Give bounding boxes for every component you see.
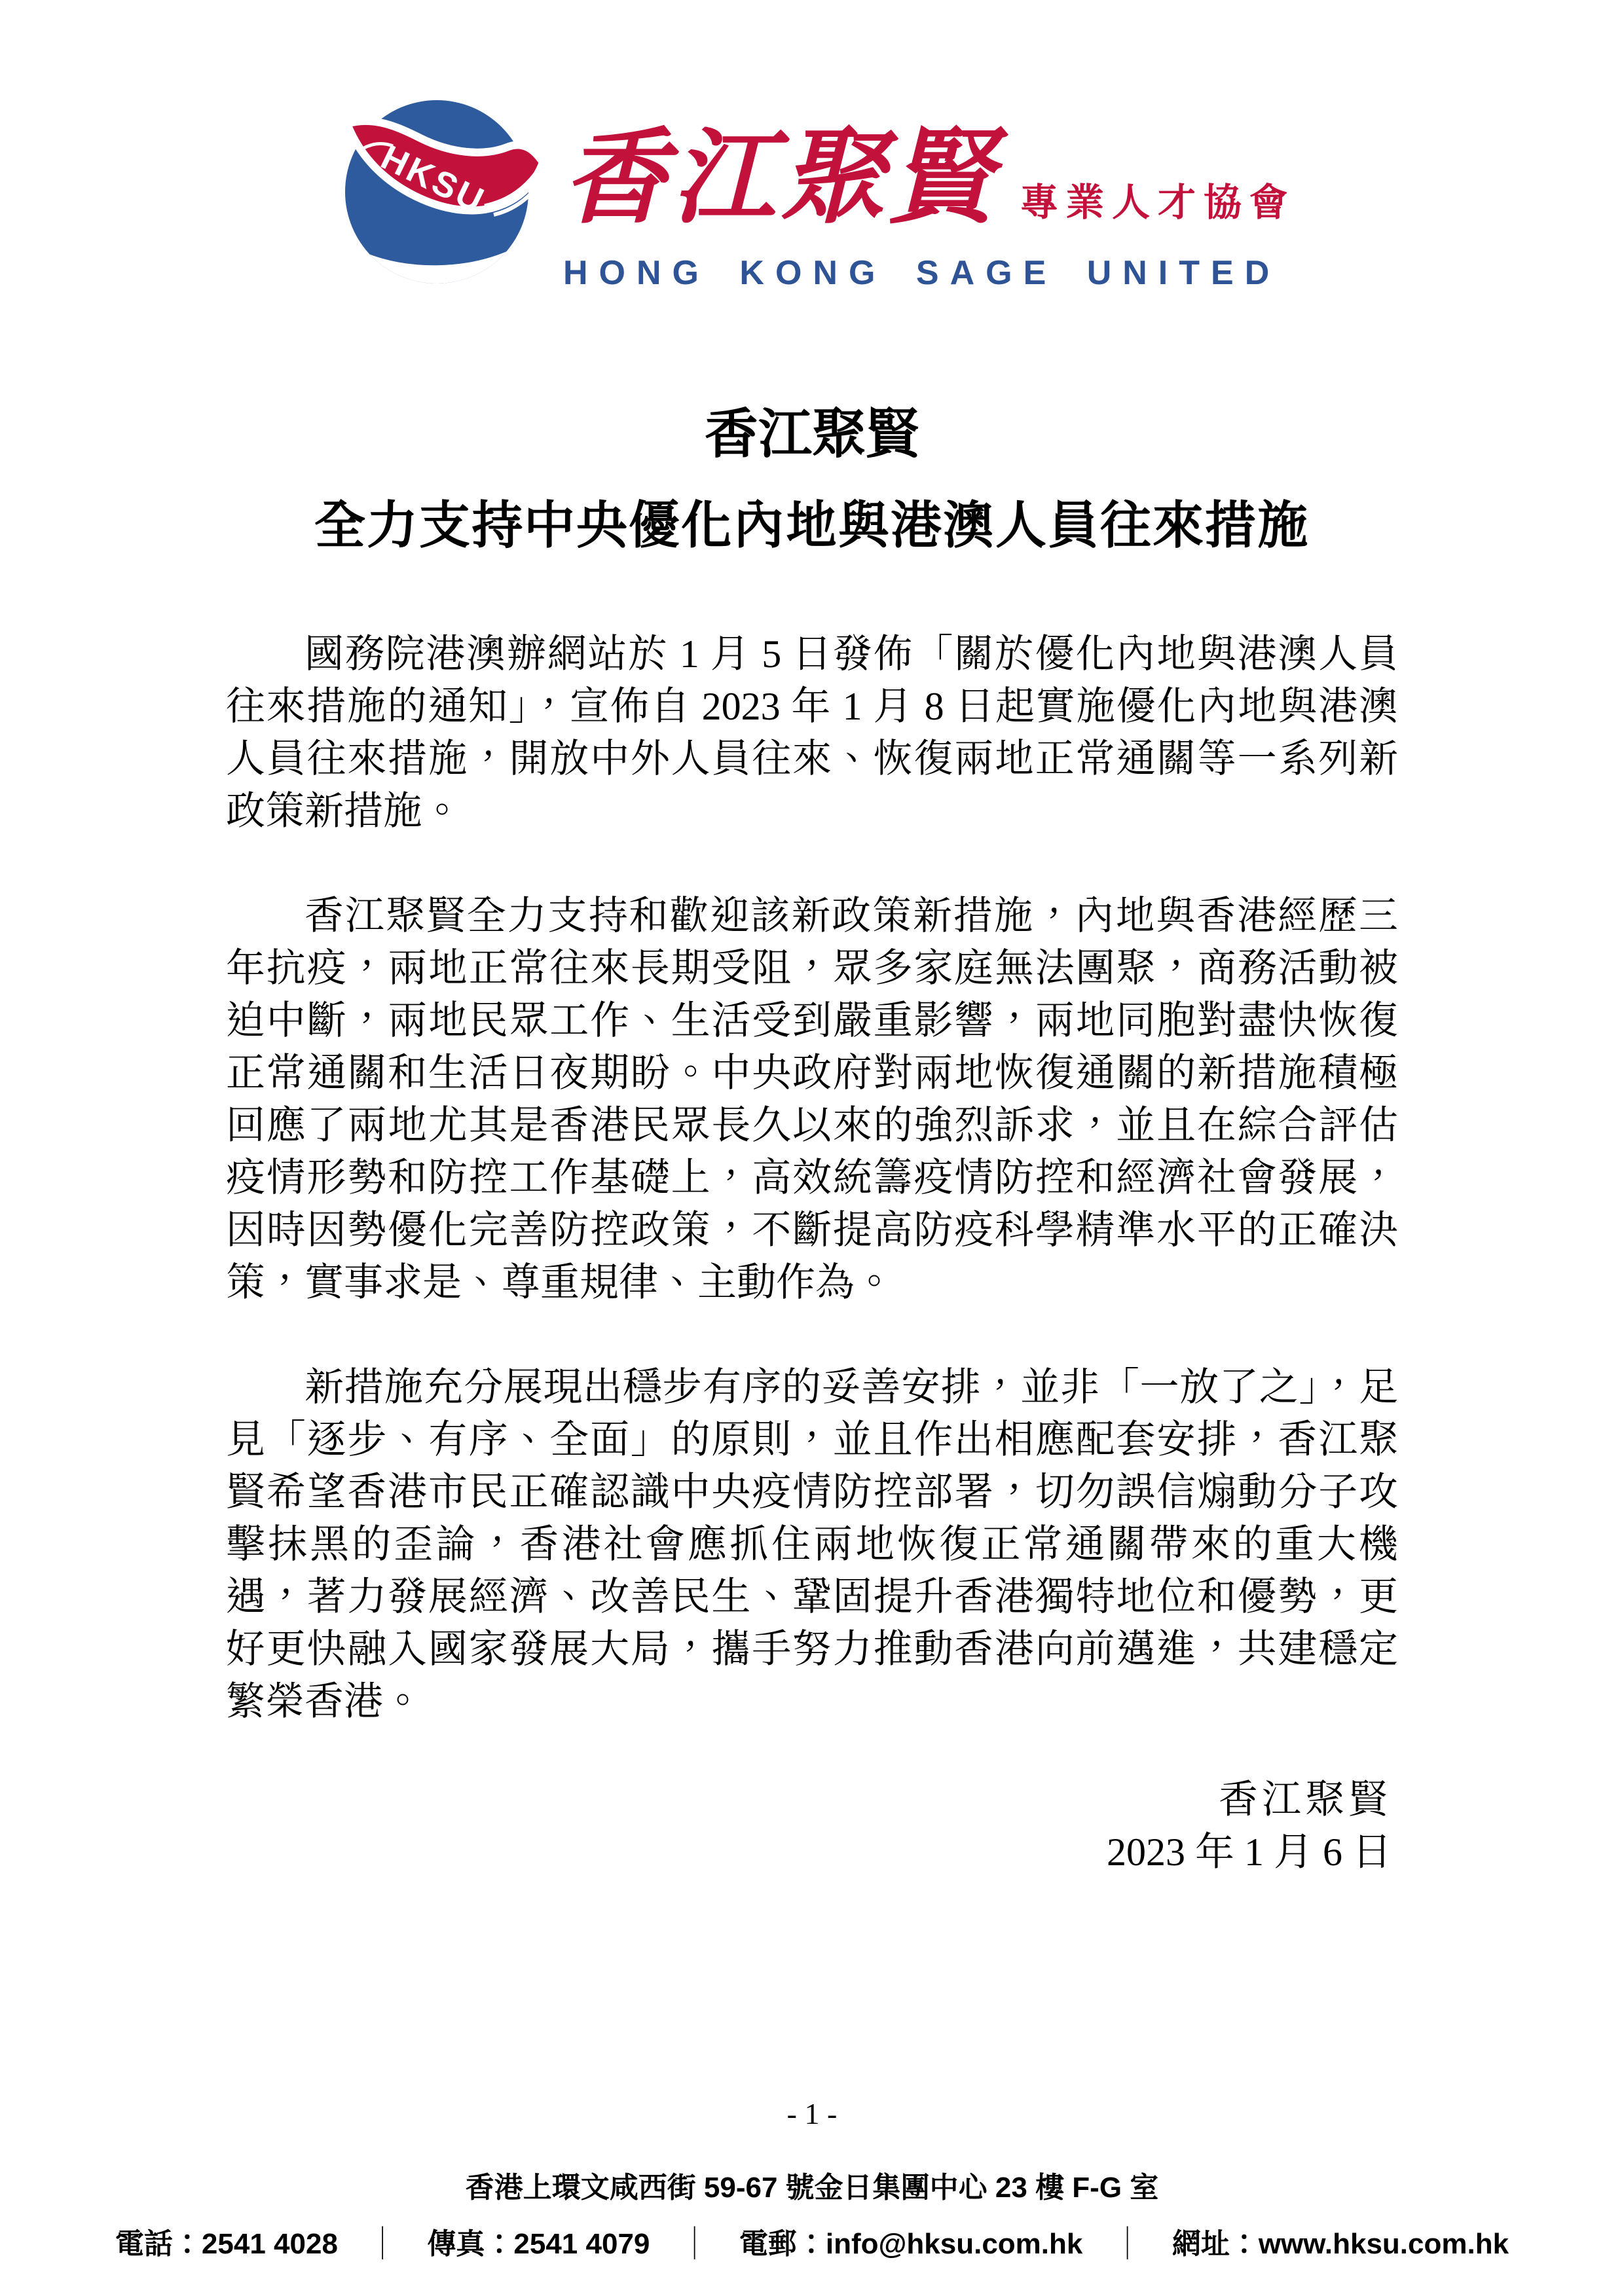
footer-contacts: [0, 2220, 1624, 2262]
logo-text-block: [563, 88, 1295, 293]
signature-date: 2023 年 1 月 6 日: [1107, 1831, 1392, 1874]
footer-phone: 電話：2541 4028: [115, 2228, 338, 2260]
logo-name-english: HONG KONG SAGE UNITED: [563, 254, 1281, 292]
document-title-statement: 全力支持中央優化內地與港澳人員往來措施: [314, 496, 1310, 554]
footer-separator: ｜: [1113, 2226, 1142, 2263]
footer-separator: ｜: [368, 2226, 397, 2263]
logo-monogram-text: HKSU: [375, 137, 492, 221]
document-title-block: [0, 405, 1624, 554]
logo-subtitle-chinese: 專業人才協會: [1020, 181, 1295, 224]
footer-email: 電郵：info@hksu.com.hk: [739, 2228, 1083, 2260]
logo-name-chinese: 香江聚賢: [563, 122, 998, 236]
signature-block: [226, 1774, 1392, 1878]
footer-separator: ｜: [680, 2226, 709, 2263]
footer-fax: 傳真：2541 4079: [427, 2228, 650, 2260]
logo: [0, 0, 1624, 318]
footer-website: 網址：www.hksu.com.hk: [1172, 2228, 1509, 2260]
body-paragraph-2: 香江聚賢全力支持和歡迎該新政策新措施，內地與香港經歷三年抗疫，兩地正常往來長期受阻，眾多家庭無法團聚，商務活動被迫中斷，兩地民眾工作、生活受到嚴重影響，兩地同胞對盡快恢復正常通關和生活日夜期盼。中央政府對兩地恢復通關的新措施積極回應了兩地尤其是香港民眾長久以來的強烈訴求，並且在綜合評估疫情形勢和防控工作基礎上，高效統籌疫情防控和經濟社會發展，因時因勢優化完善防控政策，不斷提高防疫科學精準水平的正確決策，實事求是、尊重規律、主動作為。: [226, 894, 1398, 1304]
document-body: [226, 628, 1398, 1728]
document-title-org: 香江聚賢: [704, 405, 919, 464]
hksu-globe-logo-icon: [329, 88, 545, 318]
footer-address: 香港上環文咸西街 59-67 號金日集團中心 23 樓 F-G 室: [465, 2172, 1159, 2204]
body-paragraph-3: 新措施充分展現出穩步有序的妥善安排，並非「一放了之」，足見「逐步、有序、全面」的原則，並且作出相應配套安排，香江聚賢希望香港市民正確認識中央疫情防控部署，切勿誤信煽動分子攻擊抹黑的歪論，香港社會應抓住兩地恢復正常通關帶來的重大機遇，著力發展經濟、改善民生、鞏固提升香港獨特地位和優勢，更好更快融入國家發展大局，攜手努力推動香港向前邁進，共建穩定繁榮香港。: [226, 1366, 1398, 1723]
body-paragraph-1: 國務院港澳辦網站於 1 月 5 日發佈「關於優化內地與港澳人員往來措施的通知」，宣佈自 2023 年 1 月 8 日起實施優化內地與港澳人員往來措施，開放中外人員往來、恢復兩地正常通關等一系列新政策新措施。: [226, 632, 1398, 833]
signature-name: 香江聚賢: [1219, 1778, 1392, 1821]
page-number: - 1 -: [786, 2097, 838, 2130]
